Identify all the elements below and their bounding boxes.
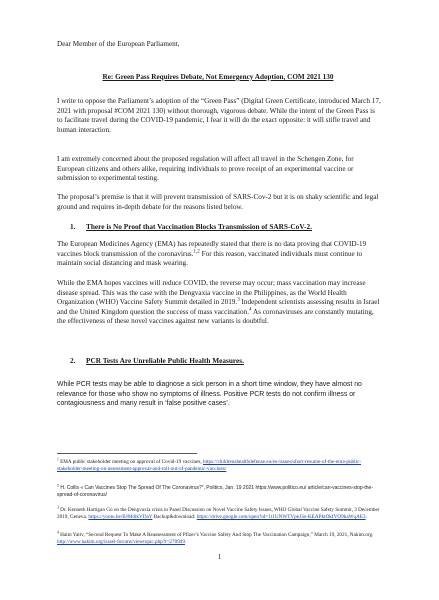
footnote-4-text: Haim Yativ, “Second Request To Make A Reassessment of Pfizer’s Vaccine Safety And Stop The Vaccination Campaign,” March 19, 2021, Nakim.org.	[58, 532, 374, 538]
footnote-2	[57, 485, 381, 499]
salutation: Dear Member of the European Parliament,	[57, 40, 180, 48]
section-1-p2-b: Independent scientists assessing results in Israel and the United Kingdom question the success of mass vaccination.	[57, 298, 380, 316]
section-1-p2-c: As coronaviruses are constantly mutating, the effectiveness of these novel vaccines against new variants is doubtful.	[57, 307, 374, 326]
section-1-paragraph-2	[57, 279, 381, 327]
section-2-number: 2.	[70, 356, 76, 365]
footnote-3-text: Dr. Kenneth Hartigan Go on the Dengvaxia crisis in Panel Discussion on Novel Vaccine Safety Issues, WHO Global Vaccine Safety Summit, 3 December 2019, Geneva.	[57, 507, 380, 521]
premise-paragraph: The proposal’s premise is that it will prevent transmission of SARS-Cov-2 but it is on shaky scientific and legal ground and requires in-depth debate for the reasons listed below.	[57, 193, 379, 211]
section-1-title: There is No Proof that Vaccination Blocks Transmission of SARS-CoV-2.	[86, 222, 312, 231]
footnote-1	[57, 459, 381, 473]
footnote-ref-1-2[interactable]: 1,2	[193, 249, 200, 255]
footnote-1-text: EMA public stakeholder meeting on approval of Covid-19 vaccines,	[58, 459, 204, 465]
footnote-3-backup-link[interactable]: https://drive.google.com/open?id=1t1UNWTVpeJ3o-KEAPktOkIVO9kaWqAE3	[196, 514, 366, 521]
footnote-1-link[interactable]: https://childrenshealthdefense.eu/eu-issues/short-resume-of-the-ema-public-stakeholder-meeting-on-assessment-approval-and-roll-out-of-pandemic-vaccines/	[57, 459, 362, 473]
footnote-separator	[57, 453, 197, 454]
footnote-4-number: 4	[57, 530, 59, 535]
footnote-ref-4[interactable]: 4	[249, 307, 252, 313]
section-1-p1-text: The European Medicines Agency (EMA) has repeatedly stated that there is no data proving that COVID-19 vaccines block transmission of the coronavirus.	[57, 240, 367, 258]
page-number: 1	[217, 553, 222, 561]
section-2-heading	[70, 356, 381, 365]
subject-line: Re: Green Pass Requires Debate, Not Emergency Adoption, COM 2021 130	[102, 73, 334, 81]
footnote-4	[57, 532, 381, 546]
section-2-title: PCR Tests Are Unreliable Public Health Measures.	[86, 356, 244, 365]
footnote-1-number: 1	[57, 457, 59, 462]
section-1-number: 1.	[70, 222, 76, 231]
concern-paragraph: I am extremely concerned about the proposed regulation will affect all travel in the Schengen Zone, for European citizens and others alike, requiring individuals to prove receipt of an experimental vaccine or submission to experimental testing.	[57, 155, 354, 183]
footnote-4-link[interactable]: http://www.nakim.org/israel-forums/viewtopic.php?t=270949	[57, 539, 185, 546]
intro-paragraph: I write to oppose the Parliament’s adoption of the “Green Pass” (Digital Green Certificate, introduced March 17, 2021 with proposal #COM 2021 130) without thorough, vigorous debate. While the intent of the Green Pass is to facilitate travel during the COVID-19 pandemic, I fear it will do the exact opposite: it will stifle travel and human interaction.	[57, 97, 381, 134]
footnote-3-backup-label: Backup&download:	[152, 514, 197, 521]
footnote-3	[57, 507, 381, 521]
footnote-3-video-link[interactable]: https://youtu.be/BJMdikVDaY	[88, 514, 153, 521]
footnote-4-end: .	[184, 539, 187, 546]
footnote-ref-3[interactable]: 3	[237, 297, 240, 303]
section-1-p1-tail: For this reason, vaccinated individuals must continue to maintain social distancing and mask wearing.	[57, 249, 363, 268]
footnote-3-number: 3	[57, 505, 59, 510]
section-1-paragraph-1	[57, 240, 381, 269]
footnote-2-number: 2	[57, 483, 59, 488]
footnote-2-text: H. Collis « Can Vaccines Stop The Spread Of The Coronavirus?”, Politico, Jan. 19 2021 https://www.politico.eu/ article/can-vaccines-stop-the-spread-of-coronavirus/	[57, 485, 373, 499]
footnote-3-end: .	[365, 514, 367, 521]
section-1-heading	[70, 222, 381, 231]
section-2-paragraph-1: While PCR tests may be able to diagnose a sick person in a short time window, they have almost no relevance for those who show no symptoms of illness. Positive PCR tests do not confirm illness or contagiousness and many result in ‘false positive cases’.	[57, 381, 362, 408]
section-1-p2-a: While the EMA hopes vaccines will reduce COVID, the reverse may occur; mass vaccination may increase disease spread. This was the case with the Dengvaxia vaccine in the Philippines, as the World Health Organization (WHO) Vaccine Safety Summit detailed in 2019.	[57, 279, 366, 307]
